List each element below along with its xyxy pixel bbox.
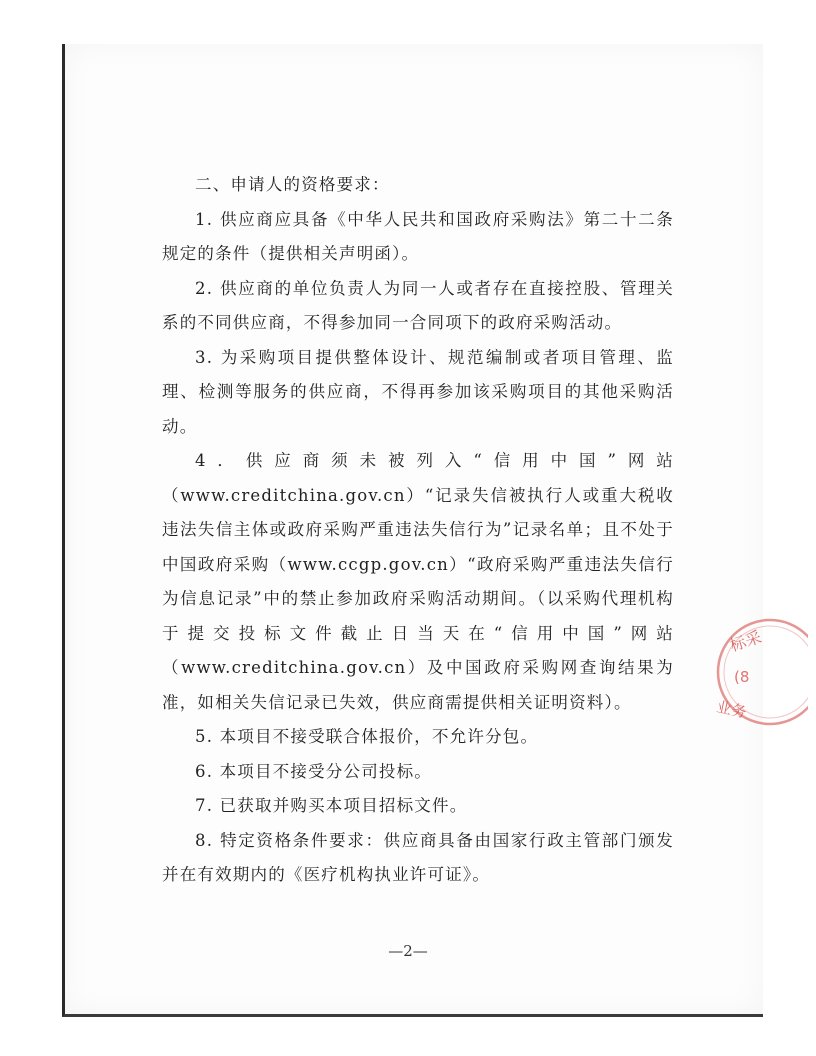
requirement-2: 2. 供应商的单位负责人为同一人或者存在直接控股、管理关系的不同供应商，不得参加同一合同项下的政府采购活动。 <box>162 278 674 332</box>
requirement-6: 6. 本项目不接受分公司投标。 <box>195 761 432 781</box>
document-body <box>162 168 674 893</box>
requirement-7: 7. 已获取并购买本项目招标文件。 <box>195 796 468 815</box>
svg-text:业务: 业务 <box>714 697 748 722</box>
requirement-8: 8. 特定资格条件要求：供应商具备由国家行政主管部门颁发并在有效期内的《医疗机构执业许可证》。 <box>162 830 674 884</box>
svg-text:标采: 标采 <box>727 627 764 656</box>
requirement-5: 5. 本项目不接受联合体报价，不允许分包。 <box>195 727 539 746</box>
requirement-1: 1. 供应商应具备《中华人民共和国政府采购法》第二十二条规定的条件（提供相关声明函）。 <box>162 209 674 263</box>
seal-stamp <box>708 612 808 732</box>
requirement-4: 4．供应商须未被列入“信用中国”网站（www.creditchina.gov.cn）“记录失信被执行人或重大税收违法失信主体或政府采购严重违法失信行为”记录名单；且不处于中国政府采购（www.ccgp.gov.cn）“政府采购严重违法失信行为信息记录”中的禁止参加政府采购活动期间。（以采购代理机构于提交投标文件截止日当天在“信用中国”网站（www.creditchina.gov.cn）及中国政府采购网查询结果为准，如相关失信记录已失效，供应商需提供相关证明资料）。 <box>162 451 674 712</box>
svg-text:(8: (8 <box>734 668 750 686</box>
section-heading: 二、申请人的资格要求： <box>195 175 390 194</box>
page-number: —2— <box>388 942 428 960</box>
seal-stamp-graphic <box>708 612 808 732</box>
requirement-3: 3. 为采购项目提供整体设计、规范编制或者项目管理、监理、检测等服务的供应商，不得再参加该采购项目的其他采购活动。 <box>162 347 674 436</box>
